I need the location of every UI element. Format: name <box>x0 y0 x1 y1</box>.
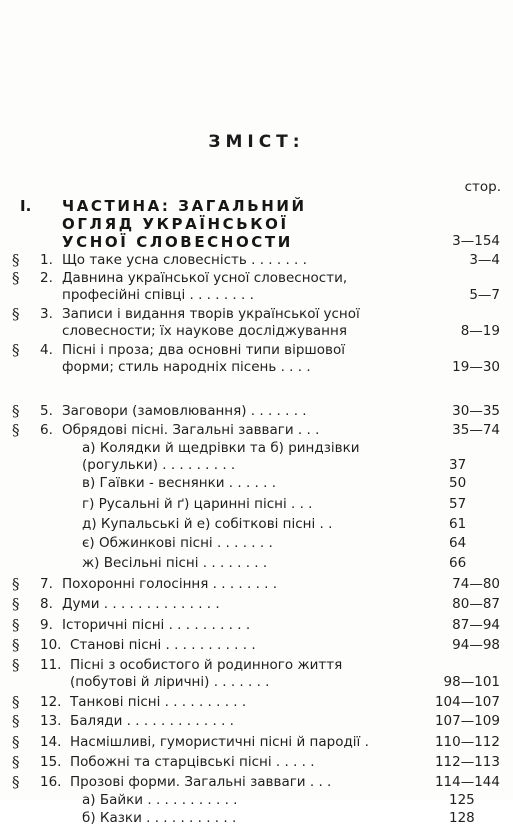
page-title: ЗМІСТ: <box>208 132 305 152</box>
section-number: 16. <box>40 774 62 790</box>
entry-pages: 114—144 <box>434 774 500 790</box>
entry-pages: 125 <box>449 792 475 808</box>
section-sign: § <box>12 575 20 593</box>
entry-pages: 98—101 <box>443 674 500 690</box>
section-sign: § <box>12 636 20 654</box>
entry-title-line: Пісні з особистого й родинного життя <box>70 657 343 673</box>
section-sign: § <box>12 616 20 634</box>
entry-title-line: Записи і видання творів української усної <box>62 306 360 322</box>
section-sign: § <box>12 753 20 771</box>
entry-pages: 74—80 <box>452 576 500 592</box>
section-sign: § <box>12 421 20 439</box>
entry-pages: 61 <box>449 516 467 532</box>
entry-title-line: Пісні і проза; два основні типи віршової <box>62 342 346 358</box>
entry-title-line: Думи . . . . . . . . . . . . . . <box>62 596 220 612</box>
entry-pages: 5—7 <box>469 287 500 303</box>
section-number: 1. <box>40 252 53 268</box>
entry-pages: 128 <box>449 810 475 826</box>
section-sign: § <box>12 251 20 269</box>
entry-title-line: (побутові й ліричні) . . . . . . . <box>70 674 270 690</box>
entry-pages: 64 <box>449 535 467 551</box>
entry-pages: 8—19 <box>460 323 500 339</box>
entry-title-line: Танкові пісні . . . . . . . . . . <box>70 694 247 710</box>
section-number: 9. <box>40 617 53 633</box>
section-number: 7. <box>40 576 53 592</box>
entry-pages: 37 <box>449 457 467 473</box>
entry-pages: 87—94 <box>452 617 500 633</box>
section-number: 6. <box>40 422 53 438</box>
entry-title-line: форми; стиль народніх пісень . . . . <box>62 359 311 375</box>
entry-pages: 35—74 <box>452 422 500 438</box>
entry-title-line: Історичні пісні . . . . . . . . . . <box>62 617 251 633</box>
entry-pages: 3—4 <box>469 252 500 268</box>
entry-title-line: а) Колядки й щедрівки та б) риндзівки <box>82 440 360 456</box>
entry-title-line: Давнина української усної словесности, <box>62 270 348 286</box>
section-number: 15. <box>40 754 62 770</box>
section-sign: § <box>12 773 20 791</box>
section-number: 3. <box>40 306 53 322</box>
section-sign: § <box>12 693 20 711</box>
section-sign: § <box>12 656 20 674</box>
section-sign: § <box>12 305 20 323</box>
entry-title-line: словесности; їх наукове досліджування <box>62 323 347 339</box>
entry-title-line: (рогульки) . . . . . . . . . <box>82 457 236 473</box>
entry-title-line: б) Казки . . . . . . . . . . . <box>82 810 237 826</box>
section-number: 10. <box>40 637 62 653</box>
section-number: 8. <box>40 596 53 612</box>
section-number: 4. <box>40 342 53 358</box>
entry-title-line: Побожні та старцівські пісні . . . . . <box>70 754 315 770</box>
entry-title-line: професійні співці . . . . . . . . <box>62 287 254 303</box>
entry-title-line: Похоронні голосіння . . . . . . . . <box>62 576 278 592</box>
section-sign: § <box>12 733 20 751</box>
section-number: 12. <box>40 694 62 710</box>
entry-pages: 104—107 <box>434 694 500 710</box>
entry-pages: 66 <box>449 555 467 571</box>
part-pages: 3—154 <box>452 233 500 249</box>
section-sign: § <box>12 402 20 420</box>
entry-title-line: Обрядові пісні. Загальні завваги . . . <box>62 422 320 438</box>
section-sign: § <box>12 712 20 730</box>
section-sign: § <box>12 595 20 613</box>
pages-column-header: стор. <box>464 179 501 195</box>
section-number: 13. <box>40 713 62 729</box>
entry-pages: 80—87 <box>452 596 500 612</box>
entry-pages: 94—98 <box>452 637 500 653</box>
part-title-line-1: ЧАСТИНА: ЗАГАЛЬНИЙ <box>62 197 307 215</box>
section-number: 2. <box>40 270 53 286</box>
entry-pages: 57 <box>449 496 467 512</box>
entry-title-line: Баляди . . . . . . . . . . . . . <box>70 713 234 729</box>
entry-title-line: Що таке усна словесність . . . . . . . <box>62 252 307 268</box>
entry-pages: 110—112 <box>434 734 500 750</box>
entry-title-line: Прозові форми. Загальні завваги . . . <box>70 774 332 790</box>
entry-pages: 107—109 <box>434 713 500 729</box>
entry-title-line: г) Русальні й ґ) царинні пісні . . . <box>82 496 313 512</box>
entry-title-line: Заговори (замовлювання) . . . . . . . <box>62 403 307 419</box>
entry-title-line: ж) Весільні пісні . . . . . . . . <box>82 555 268 571</box>
entry-title-line: д) Купальські й е) собіткові пісні . . <box>82 516 333 532</box>
entry-title-line: є) Обжинкові пісні . . . . . . . <box>82 535 273 551</box>
entry-pages: 19—30 <box>452 359 500 375</box>
section-number: 11. <box>40 657 62 673</box>
entry-title-line: а) Байки . . . . . . . . . . . <box>82 792 238 808</box>
part-number: I. <box>20 197 32 215</box>
section-sign: § <box>12 341 20 359</box>
entry-pages: 50 <box>449 475 467 491</box>
entry-title-line: в) Гаївки - веснянки . . . . . . <box>82 475 276 491</box>
section-number: 5. <box>40 403 53 419</box>
entry-title-line: Станові пісні . . . . . . . . . . . <box>70 637 256 653</box>
entry-pages: 112—113 <box>434 754 500 770</box>
part-title-line-3: УСНОЇ СЛОВЕСНОСТИ <box>62 233 293 251</box>
section-number: 14. <box>40 734 62 750</box>
section-sign: § <box>12 269 20 287</box>
entry-pages: 30—35 <box>452 403 500 419</box>
entry-title-line: Насмішливі, гумористичні пісні й пародії . <box>70 734 369 750</box>
part-title-line-2: ОГЛЯД УКРАЇНСЬКОЇ <box>62 215 289 233</box>
